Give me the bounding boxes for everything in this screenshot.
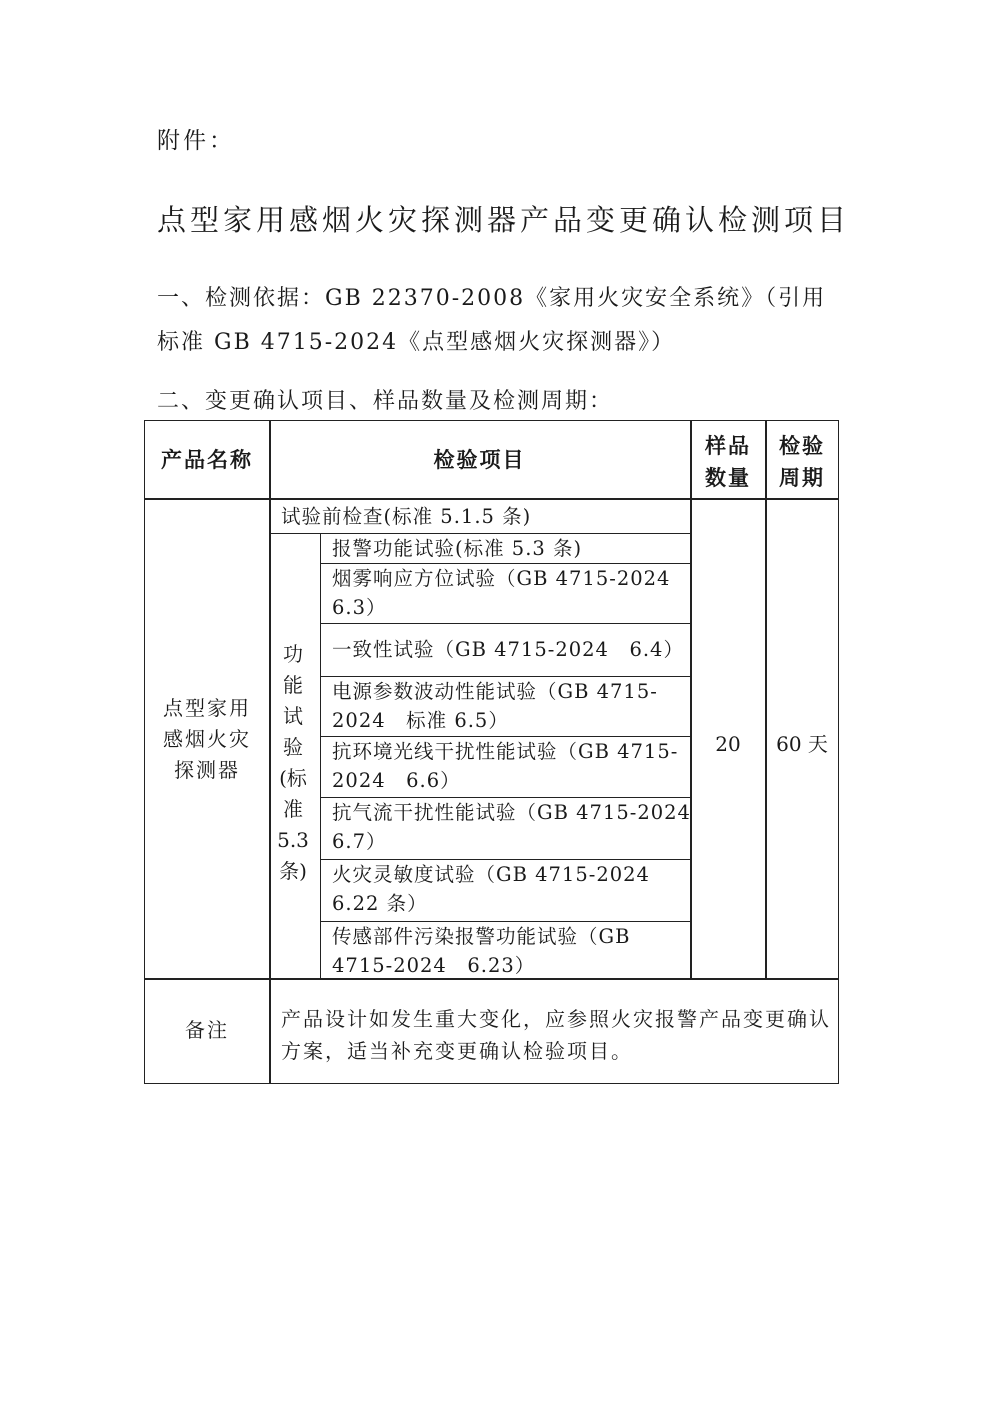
function-test-group-char: 5.3 — [277, 828, 309, 852]
header-test-items: 检验项目 — [433, 447, 526, 472]
attachment-label: 附件： — [157, 128, 235, 154]
header-period-1: 检验 — [779, 433, 825, 458]
test-item: 火灾灵敏度试验（GB 4715-2024 6.22 条） — [332, 863, 650, 915]
remarks-text: 产品设计如发生重大变化，应参照火灾报警产品变更确认方案，适当补充变更确认检验项目。 — [281, 1007, 831, 1063]
product-name-line: 点型家用 — [163, 696, 251, 720]
function-test-group-char: 功 — [283, 642, 303, 666]
function-test-group-char: 能 — [283, 673, 303, 697]
remarks-label: 备注 — [185, 1018, 229, 1042]
test-item: 烟雾响应方位试验（GB 4715-2024 6.3） — [332, 567, 671, 619]
sample-quantity: 20 — [715, 732, 741, 756]
test-item: 一致性试验（GB 4715-2024 6.4） — [332, 638, 684, 661]
header-sample-qty-1: 样品 — [705, 433, 751, 458]
function-test-group-char: 条) — [279, 859, 307, 883]
col-divider — [320, 533, 321, 978]
product-name-line: 感烟火灾 — [163, 727, 251, 751]
test-item: 传感部件污染报警功能试验（GB 4715-2024 6.23） — [332, 925, 631, 977]
pre-check-item: 试验前检查(标准 5.1.5 条) — [281, 505, 532, 528]
function-test-group-char: 准 — [283, 797, 303, 821]
testing-basis-paragraph: 一、检测依据：GB 22370-2008《家用火灾安全系统》（引用标准 GB 4715-2024《点型感烟火灾探测器》） — [157, 286, 827, 355]
items-heading: 二、变更确认项目、样品数量及检测周期： — [157, 389, 614, 414]
product-name-line: 探测器 — [174, 758, 240, 782]
test-period: 60 天 — [776, 732, 828, 756]
test-items-table — [144, 420, 839, 1084]
header-divider — [145, 498, 838, 500]
test-item: 抗环境光线干扰性能试验（GB 4715-2024 6.6） — [332, 740, 679, 792]
col-divider — [765, 421, 767, 978]
header-product-name: 产品名称 — [161, 447, 253, 472]
header-sample-qty-2: 数量 — [705, 465, 751, 490]
function-test-group-char: (标 — [279, 766, 307, 790]
test-item: 抗气流干扰性能试验（GB 4715-2024 6.7） — [332, 801, 691, 853]
header-period-2: 周期 — [779, 465, 825, 490]
document-title: 点型家用感烟火灾探测器产品变更确认检测项目 — [157, 203, 851, 237]
test-item: 电源参数波动性能试验（GB 4715-2024 标准 6.5） — [332, 680, 658, 732]
test-item: 报警功能试验(标准 5.3 条) — [332, 537, 583, 560]
function-test-group-char: 试 — [283, 704, 303, 728]
row-divider — [320, 623, 690, 624]
function-test-group-char: 验 — [283, 735, 303, 759]
col-divider — [269, 421, 271, 1083]
